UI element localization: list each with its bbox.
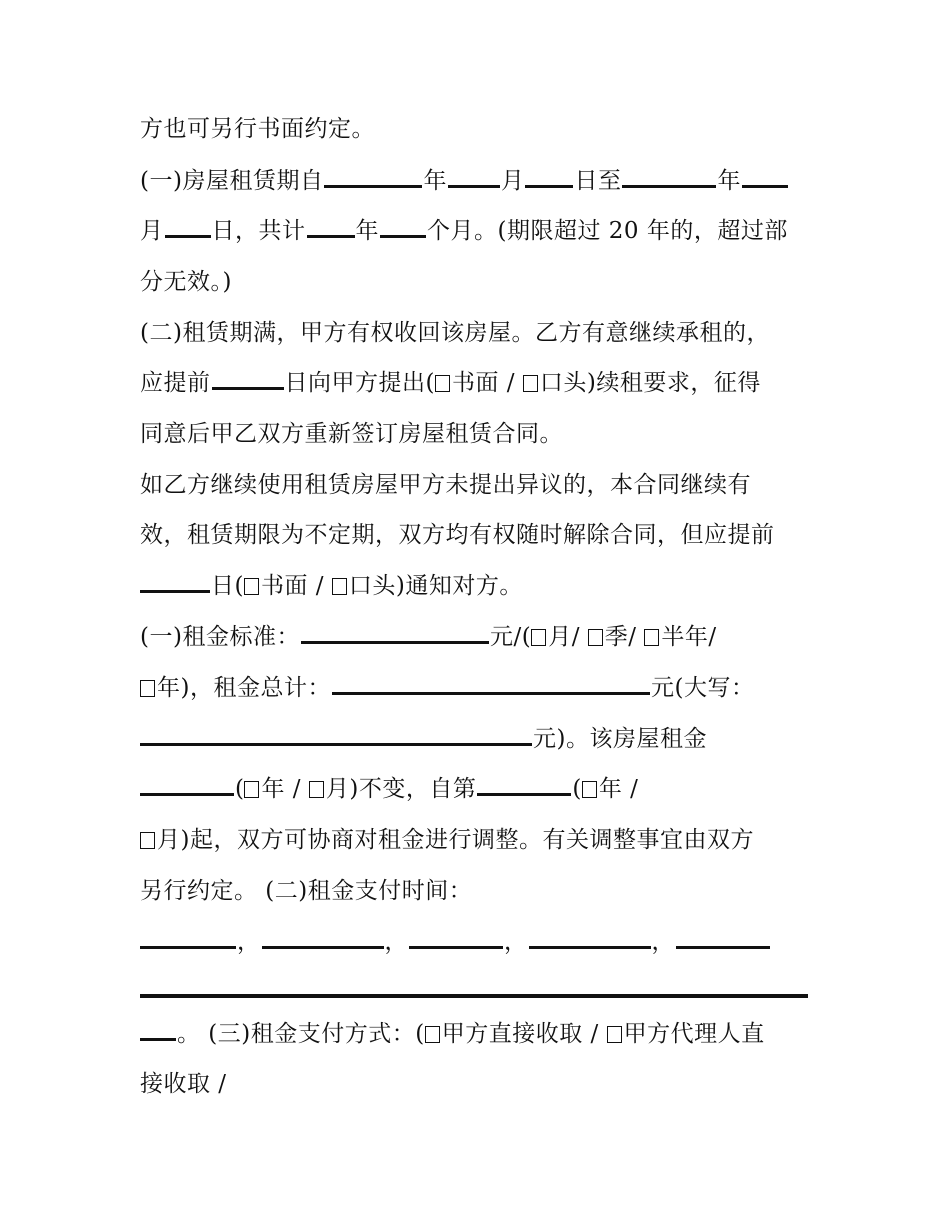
checkbox-label: 年 / [261, 776, 309, 802]
rent-amount-blank[interactable] [301, 622, 489, 644]
checkbox-label: 书面 / [451, 370, 523, 396]
paragraph-text: ( [235, 776, 245, 802]
end-day-blank[interactable] [165, 216, 211, 238]
text-line-18 [140, 1019, 765, 1049]
verbal-checkbox[interactable] [332, 578, 347, 595]
start-month-blank[interactable] [448, 166, 500, 188]
text-line-14 [140, 774, 638, 804]
text-line-15 [140, 825, 754, 855]
text-line-6 [140, 368, 761, 398]
checkbox-label: 甲方代理人直 [623, 1021, 765, 1047]
written-checkbox[interactable] [435, 375, 450, 392]
text-line-3 [140, 216, 788, 246]
text-line-17 [140, 927, 771, 957]
rent-fixed-period-blank[interactable] [140, 774, 234, 796]
paragraph-text: 另行约定。 (二)租金支付时间： [140, 878, 473, 904]
text-line-16 [140, 876, 472, 906]
paragraph-text: 日( [211, 573, 244, 599]
paragraph-text: 同意后甲乙双方重新签订房屋租赁合同。 [140, 421, 563, 447]
year-checkbox[interactable] [244, 781, 259, 798]
paragraph-text: 方也可另行书面约定。 [140, 116, 375, 142]
paragraph-text: 应提前 [140, 370, 211, 396]
adjust-from-blank[interactable] [477, 774, 571, 796]
payment-time-full-line[interactable] [140, 994, 808, 998]
total-months-blank[interactable] [380, 216, 426, 238]
half-year-checkbox[interactable] [644, 629, 659, 646]
text-line-19 [140, 1069, 227, 1099]
checkbox-label: 甲方直接收取 / [441, 1021, 607, 1047]
day-to-label: 日至 [574, 168, 622, 194]
text-line-4 [140, 267, 232, 297]
checkbox-label: 口头)通知对方。 [348, 573, 523, 599]
text-line-7 [140, 419, 563, 449]
termination-notice-days-blank[interactable] [140, 571, 210, 593]
text-line-10 [140, 571, 523, 601]
payment-time-blank-5[interactable] [676, 927, 770, 949]
text-line-9 [140, 520, 775, 550]
payment-time-blank-4[interactable] [529, 927, 651, 949]
text-line-8 [140, 470, 751, 500]
paragraph-text: 元/( [489, 624, 532, 650]
year-checkbox[interactable] [582, 781, 597, 798]
text-line-5 [140, 318, 770, 348]
checkbox-label: 月)不变，自第 [325, 776, 477, 802]
paragraph-text: 如乙方继续使用租赁房屋甲方未提出异议的，本合同继续有 [140, 472, 751, 498]
payment-time-blank-1[interactable] [140, 927, 236, 949]
lease-term-label: (一)房屋租赁期自 [140, 168, 324, 194]
landlord-direct-checkbox[interactable] [425, 1026, 440, 1043]
paragraph-text: 分无效。) [140, 269, 232, 295]
text-line-11 [140, 622, 717, 652]
payment-time-blank-2[interactable] [262, 927, 384, 949]
separator: ， [237, 929, 261, 955]
month-checkbox[interactable] [140, 832, 155, 849]
year-unit: 年 [423, 168, 447, 194]
monthly-checkbox[interactable] [531, 629, 546, 646]
paragraph-text: 效，租赁期限为不定期，双方均有权随时解除合同，但应提前 [140, 522, 775, 548]
year-unit: 年 [355, 218, 379, 244]
start-day-blank[interactable] [525, 166, 573, 188]
year-unit: 年 [717, 168, 741, 194]
checkbox-label: 口头)续租要求，征得 [539, 370, 761, 396]
checkbox-label: 月/ [548, 624, 588, 650]
checkbox-label: 季/ [604, 624, 645, 650]
checkbox-label: 书面 / [260, 573, 332, 599]
paragraph-text: 元(大写： [650, 675, 755, 701]
end-year-blank[interactable] [622, 166, 716, 188]
agent-direct-checkbox[interactable] [607, 1026, 622, 1043]
end-month-blank[interactable] [742, 166, 788, 188]
separator: ， [504, 929, 528, 955]
total-years-blank[interactable] [307, 216, 355, 238]
verbal-checkbox[interactable] [523, 375, 538, 392]
yearly-checkbox[interactable] [140, 680, 155, 697]
total-label: 日，共计 [211, 218, 306, 244]
rent-uppercase-blank[interactable] [140, 724, 532, 746]
paragraph-text: 日向甲方提出( [284, 370, 435, 396]
payment-time-blank-6[interactable] [140, 1019, 176, 1041]
month-checkbox[interactable] [309, 781, 324, 798]
separator: ， [384, 929, 408, 955]
checkbox-label: 年 / [598, 776, 639, 802]
rent-standard-label: (一)租金标准： [140, 624, 300, 650]
paragraph-text: ( [572, 776, 582, 802]
start-year-blank[interactable] [324, 166, 422, 188]
text-line-2 [140, 166, 789, 196]
rent-total-label: 年)，租金总计： [157, 675, 331, 701]
quarterly-checkbox[interactable] [588, 629, 603, 646]
separator: ， [651, 929, 675, 955]
paragraph-text: 月)起，双方可协商对租金进行调整。有关调整事宜由双方 [157, 827, 754, 853]
paragraph-text: (二)租赁期满，甲方有权收回该房屋。乙方有意继续承租的， [140, 320, 770, 346]
written-checkbox[interactable] [244, 578, 259, 595]
text-line-1 [140, 114, 375, 144]
text-line-13 [140, 724, 707, 754]
checkbox-label: 半年/ [661, 624, 717, 650]
payment-method-label: 。 (三)租金支付方式：( [177, 1021, 425, 1047]
rent-total-blank[interactable] [332, 673, 650, 695]
paragraph-text: 个月。(期限超过 20 年的，超过部 [427, 218, 788, 244]
month-unit: 月 [500, 168, 525, 194]
payment-time-blank-3[interactable] [409, 927, 503, 949]
paragraph-text: 接收取 / [140, 1071, 227, 1097]
month-unit: 月 [140, 218, 164, 244]
notice-days-blank[interactable] [212, 368, 284, 390]
paragraph-text: 元)。该房屋租金 [533, 726, 707, 752]
text-line-12 [140, 673, 754, 703]
